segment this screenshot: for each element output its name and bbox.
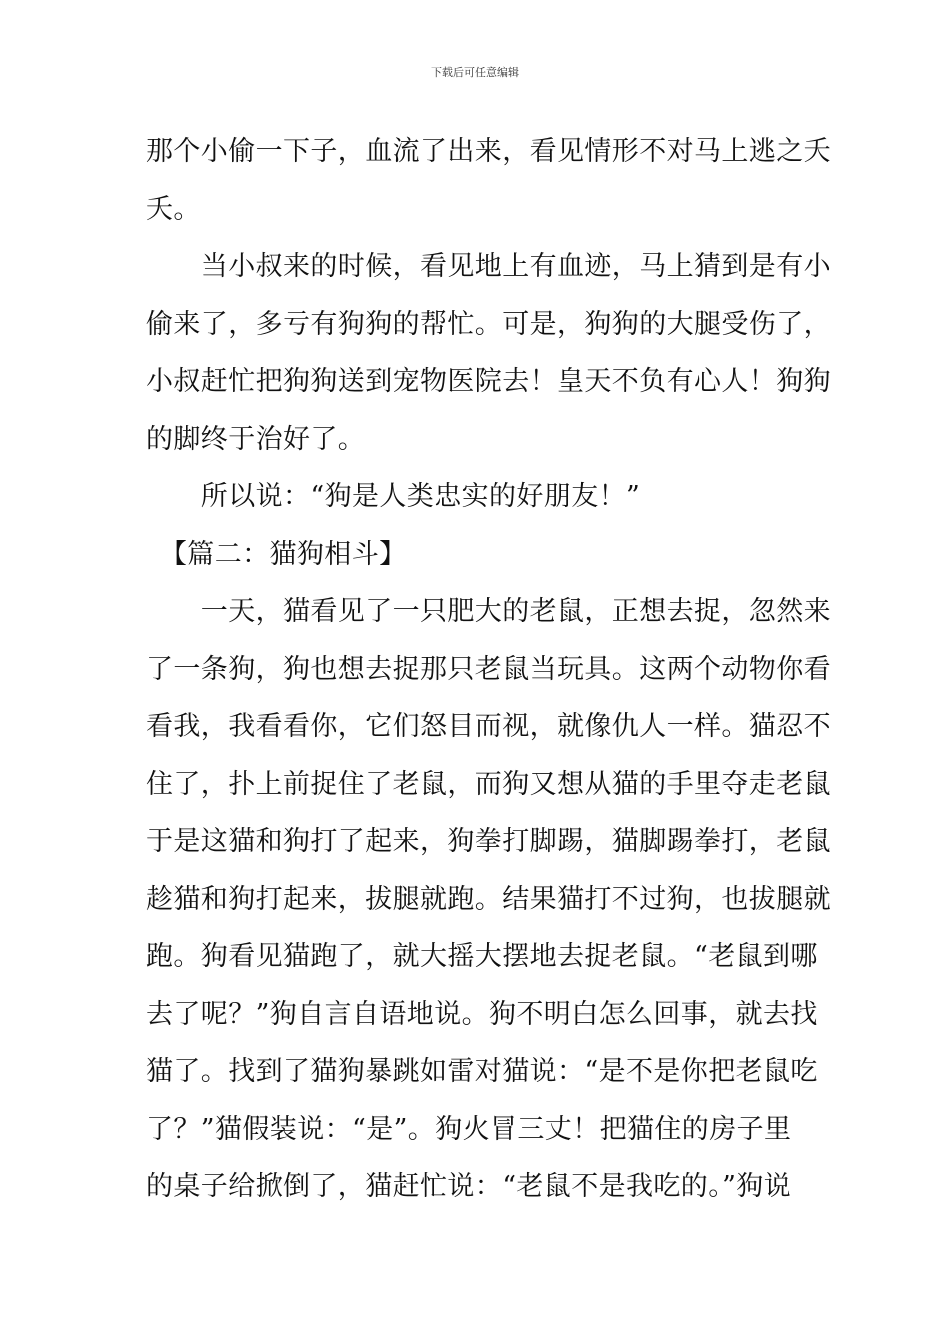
text-line: 的脚终于治好了。 (146, 424, 366, 455)
text-line: 偷来了，多亏有狗狗的帮忙。可是，狗狗的大腿受伤了， (146, 309, 831, 340)
text-line: 小叔赶忙把狗狗送到宠物医院去！皇天不负有心人！狗狗 (146, 366, 831, 397)
text-line: 那个小偷一下子，血流了出来，看见情形不对马上逃之夭 (146, 136, 831, 167)
text-line: 的桌子给掀倒了，猫赶忙说：“老鼠不是我吃的。”狗说 (146, 1171, 792, 1202)
text-line: 当小叔来的时候，看见地上有血迹，马上猜到是有小 (146, 251, 831, 282)
text-line: 一天，猫看见了一只肥大的老鼠，正想去捉，忽然来 (146, 596, 831, 627)
page-header: 下载后可任意编辑 (431, 66, 519, 79)
text-line: 了一条狗，狗也想去捉那只老鼠当玩具。这两个动物你看 (146, 654, 831, 685)
text-line: 所以说：“狗是人类忠实的好朋友！” (146, 481, 641, 512)
text-line: 了？”猫假装说：“是”。狗火冒三丈！把猫住的房子里 (146, 1114, 792, 1145)
text-line: 住了，扑上前捉住了老鼠，而狗又想从猫的手里夺走老鼠 (146, 769, 831, 800)
text-line: 去了呢？”狗自言自语地说。狗不明白怎么回事，就去找 (146, 999, 818, 1030)
text-line: 趁猫和狗打起来，拔腿就跑。结果猫打不过狗，也拔腿就 (146, 884, 831, 915)
text-line: 夭。 (146, 194, 201, 225)
section-heading: 【篇二：猫狗相斗】 (146, 539, 407, 570)
text-line: 猫了。找到了猫狗暴跳如雷对猫说：“是不是你把老鼠吃 (146, 1056, 818, 1087)
text-line: 跑。狗看见猫跑了，就大摇大摆地去捉老鼠。“老鼠到哪 (146, 941, 818, 972)
text-line: 看我，我看看你，它们怒目而视，就像仇人一样。猫忍不 (146, 711, 831, 742)
text-line: 于是这猫和狗打了起来，狗拳打脚踢，猫脚踢拳打，老鼠 (146, 826, 831, 857)
